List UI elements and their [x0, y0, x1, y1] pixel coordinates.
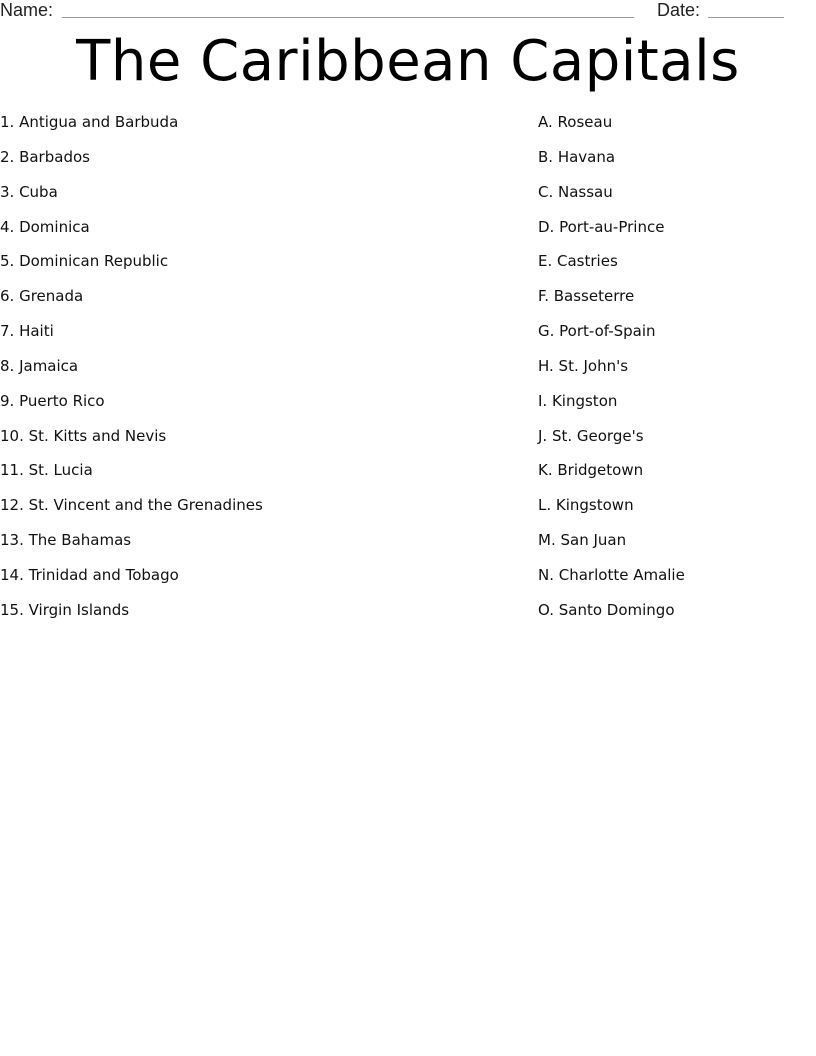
- capital-item: D. Port-au-Prince: [538, 217, 665, 236]
- capital-item: N. Charlotte Amalie: [538, 565, 685, 584]
- capital-item: O. Santo Domingo: [538, 600, 675, 619]
- country-item: 9. Puerto Rico: [0, 391, 105, 410]
- capital-item: H. St. John's: [538, 356, 629, 375]
- country-item: 13. The Bahamas: [0, 531, 132, 550]
- capital-item: B. Havana: [538, 147, 616, 166]
- date-blank-line: [708, 17, 784, 18]
- name-label: Name:: [0, 0, 54, 20]
- country-item: 1. Antigua and Barbuda: [0, 113, 179, 131]
- capital-item: F. Basseterre: [538, 287, 635, 306]
- capital-item: A. Roseau: [538, 113, 613, 131]
- country-item: 5. Dominican Republic: [0, 252, 169, 271]
- date-label: Date:: [657, 0, 701, 20]
- country-item: 14. Trinidad and Tobago: [0, 565, 179, 584]
- capital-item: K. Bridgetown: [538, 461, 644, 480]
- country-item: 10. St. Kitts and Nevis: [0, 426, 167, 445]
- country-item: 12. St. Vincent and the Grenadines: [0, 496, 263, 515]
- capital-item: J. St. George's: [538, 426, 644, 445]
- country-item: 15. Virgin Islands: [0, 600, 130, 619]
- country-item: 2. Barbados: [0, 147, 90, 166]
- country-item: 6. Grenada: [0, 287, 84, 306]
- countries-list: [0, 110, 263, 633]
- country-item: 11. St. Lucia: [0, 461, 93, 480]
- capital-item: I. Kingston: [538, 391, 618, 410]
- capital-item: C. Nassau: [538, 182, 613, 201]
- name-blank-line: [62, 17, 634, 18]
- capitals-list: [538, 110, 685, 633]
- worksheet-header: [0, 0, 816, 22]
- capital-item: M. San Juan: [538, 531, 627, 550]
- country-item: 4. Dominica: [0, 217, 90, 236]
- country-item: 7. Haiti: [0, 322, 54, 341]
- country-item: 3. Cuba: [0, 182, 58, 201]
- capital-item: L. Kingstown: [538, 496, 634, 515]
- capital-item: E. Castries: [538, 252, 618, 271]
- country-item: 8. Jamaica: [0, 356, 79, 375]
- worksheet-title: The Caribbean Capitals: [76, 29, 740, 94]
- capital-item: G. Port-of-Spain: [538, 322, 656, 341]
